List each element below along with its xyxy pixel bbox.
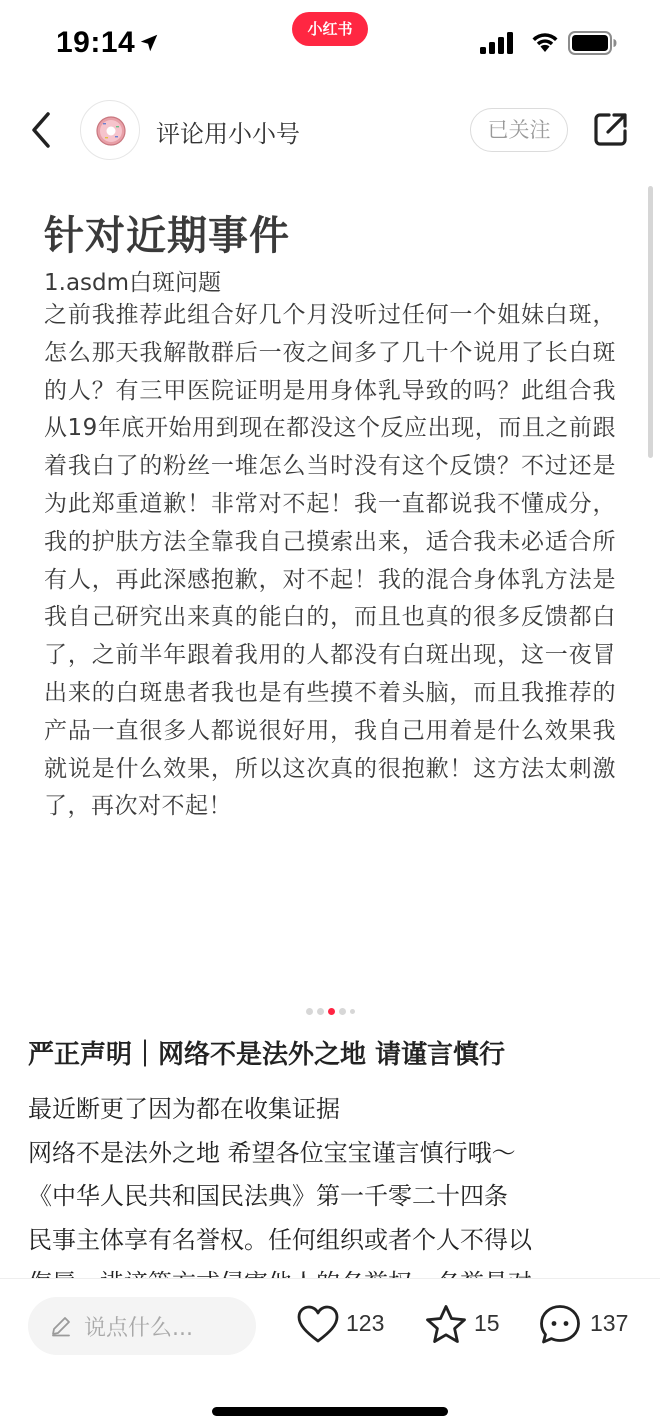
note-body [28,1088,638,1278]
author-name[interactable]: 评论用小小号 [156,120,300,148]
donut-avatar-icon [81,101,141,161]
like-count: 123 [346,1310,385,1336]
star-icon [424,1303,468,1347]
collect-count: 15 [474,1310,500,1336]
note-image-slide[interactable] [0,184,660,984]
back-chevron-icon[interactable] [26,110,56,150]
comment-placeholder: 说点什么... [84,1316,193,1341]
carousel-dot [339,1008,346,1015]
comment-bubble-icon [538,1303,582,1347]
slide-title: 针对近期事件 [44,213,290,259]
comment-input[interactable] [28,1297,256,1355]
slide-subtitle: 1.asdm白斑问题 [44,270,222,296]
heart-icon [296,1303,340,1347]
battery-icon [568,30,618,56]
carousel-dot [317,1008,324,1015]
note-title: 严正声明｜网络不是法外之地 请谨言慎行 [28,1040,506,1070]
carousel-dot [306,1008,313,1015]
note-body-line: 网络不是法外之地 希望各位宝宝谨言慎行哦～ [28,1138,516,1167]
slide-body-text: 之前我推荐此组合好几个月没听过任何一个姐妹白斑，怎么那天我解散群后一夜之间多了几十个说用了长白斑的人？有三甲医院证明是用身体乳导致的吗？此组合我从19年底开始用到现在都没这个反应出现，而且之前跟着我白了的粉丝一堆怎么当时没有这个反馈？不过还是为此郑重道歉！非常对不起！我一直都说我不懂成分，我的护肤方法全靠我自己摸索出来，适合我未必适合所有人，再此深感抱歉，对不起！我的混合身体乳方法是我自己研究出来真的能白的，而且也真的很多反馈都白了，之前半年跟着我用的人都没有白斑出现，这一夜冒出来的白斑患者我也是有些摸不着头脑，而且我推荐的产品一直很多人都说很好用，我自己用着是什么效果我就说是什么效果，所以这次真的很抱歉！这方法太刺激了，再次对不起！ [44,302,616,820]
author-avatar[interactable] [80,100,140,160]
location-arrow-icon [138,32,160,54]
carousel-dots [0,1001,660,1011]
comment-button[interactable] [538,1303,638,1347]
status-time: 19:14 [56,26,136,59]
collect-button[interactable] [424,1303,514,1347]
carousel-dot [328,1008,335,1015]
note-body-line: 《中华人民共和国民法典》第一千零二十四条 [28,1182,508,1210]
carousel-dot [350,1009,355,1014]
note-body-line: 最近断更了因为都在收集证据 [28,1095,340,1123]
status-bar [0,0,660,90]
comment-count: 137 [590,1310,629,1336]
note-body-line: 民事主体享有名誉权。任何组织或者个人不得以 [28,1225,532,1254]
following-button[interactable]: 已关注 [470,108,568,152]
share-icon[interactable] [592,110,630,148]
pencil-icon [50,1315,72,1337]
image-scroll-indicator [648,186,653,458]
bottom-action-bar [0,1278,660,1427]
note-header [0,92,660,168]
cellular-signal-icon [480,32,520,54]
app-badge: 小红书 [292,12,368,46]
home-indicator[interactable] [212,1407,448,1416]
wifi-icon [530,30,560,54]
like-button[interactable] [296,1303,396,1347]
